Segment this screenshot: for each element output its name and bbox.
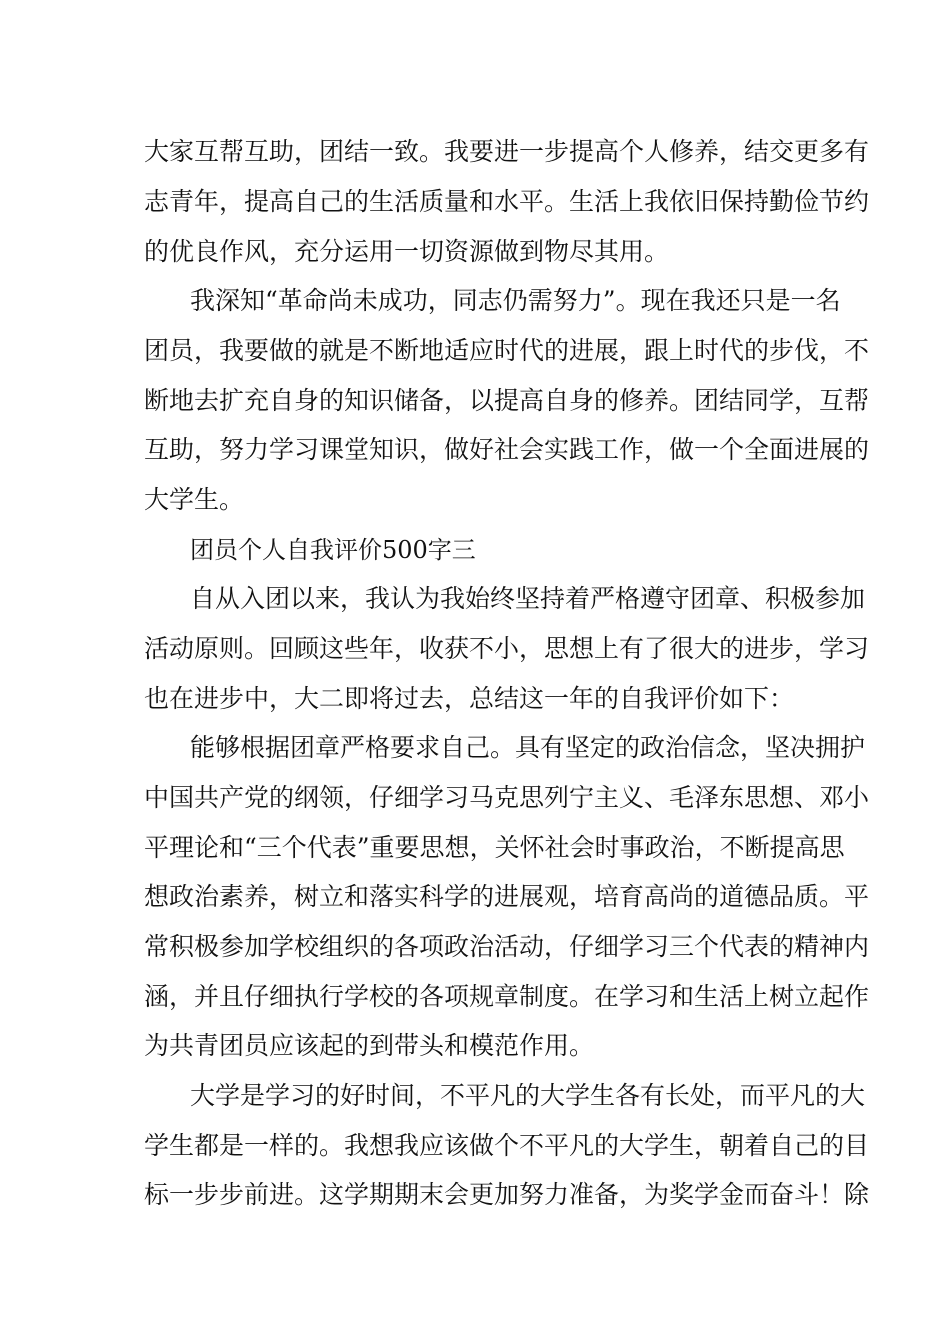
paragraph-3-line-1: 自从入团以来，我认为我始终坚持着严格遵守团章、积极参加 [190,584,866,613]
paragraph-4-line-5: 常积极参加学校组织的各项政治活动，仔细学习三个代表的精神内 [144,932,870,961]
paragraph-4-line-1: 能够根据团章严格要求自己。具有坚定的政治信念，坚决拥护 [190,733,866,762]
paragraph-2-line-1: 我深知“革命尚未成功，同志仍需努力”。现在我还只是一名 [190,286,841,315]
paragraph-3-line-3: 也在进步中，大二即将过去，总结这一年的自我评价如下： [144,684,795,713]
paragraph-2-line-3: 断地去扩充自身的知识储备，以提高自身的修养。团结同学，互帮 [144,386,870,415]
paragraph-1-line-1: 大家互帮互助，团结一致。我要进一步提高个人修养，结交更多有 [144,137,870,166]
paragraph-1-line-3: 的优良作风，充分运用一切资源做到物尽其用。 [144,237,670,266]
paragraph-4-line-7: 为共青团员应该起的到带头和模范作用。 [144,1031,595,1060]
paragraph-5-line-3: 标一步步前进。这学期期末会更加努力准备，为奖学金而奋斗！除 [144,1180,870,1209]
paragraph-5-line-2: 学生都是一样的。我想我应该做个不平凡的大学生，朝着自己的目 [144,1131,870,1160]
paragraph-2-line-4: 互助，努力学习课堂知识，做好社会实践工作，做一个全面进展的 [144,435,870,464]
paragraph-2-line-5: 大学生。 [144,485,245,514]
paragraph-4-line-4: 想政治素养，树立和落实科学的进展观，培育高尚的道德品质。平 [144,882,870,911]
paragraph-4-line-3: 平理论和“三个代表”重要思想，关怀社会时事政治，不断提高思 [144,833,845,862]
paragraph-4-line-2: 中国共产党的纲领，仔细学习马克思列宁主义、毛泽东思想、邓小 [144,783,870,812]
paragraph-5-line-1: 大学是学习的好时间，不平凡的大学生各有长处，而平凡的大 [190,1081,866,1110]
paragraph-2-line-2: 团员，我要做的就是不断地适应时代的进展，跟上时代的步伐，不 [144,336,870,365]
paragraph-1-line-2: 志青年，提高自己的生活质量和水平。生活上我依旧保持勤俭节约 [144,187,870,216]
section-heading: 团员个人自我评价500字三 [190,536,476,564]
paragraph-4-line-6: 涵，并且仔细执行学校的各项规章制度。在学习和生活上树立起作 [144,982,870,1011]
paragraph-3-line-2: 活动原则。回顾这些年，收获不小，思想上有了很大的进步，学习 [144,634,870,663]
